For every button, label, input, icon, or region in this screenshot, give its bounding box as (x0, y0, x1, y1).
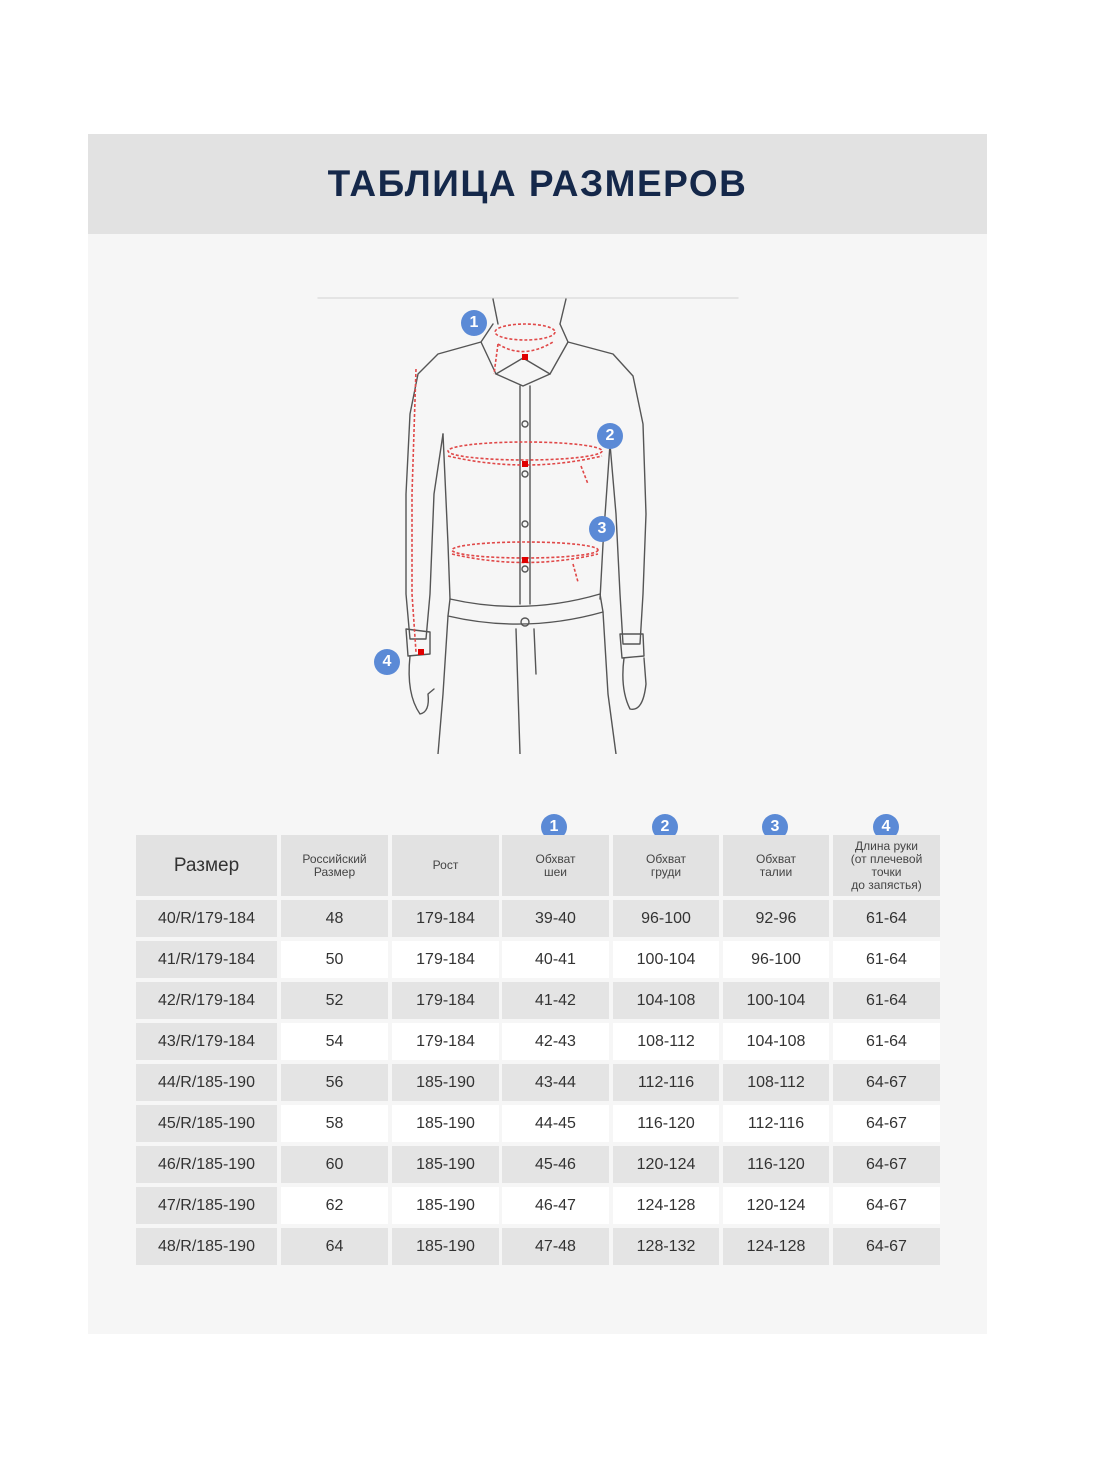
table-row-size-label: 47/R/185-190 (136, 1187, 277, 1224)
table-cell: 179-184 (392, 1023, 499, 1060)
table-cell: 43-44 (502, 1064, 609, 1101)
table-cell: 112-116 (613, 1064, 719, 1101)
table-cell: 185-190 (392, 1064, 499, 1101)
table-cell: 56 (281, 1064, 388, 1101)
table-cell: 116-120 (723, 1146, 829, 1183)
table-row-size-label: 45/R/185-190 (136, 1105, 277, 1142)
shirt-figure (298, 294, 748, 754)
table-cell: 61-64 (833, 1023, 940, 1060)
table-cell: 42-43 (502, 1023, 609, 1060)
table-cell: 112-116 (723, 1105, 829, 1142)
table-row-size-label: 41/R/179-184 (136, 941, 277, 978)
table-cell: 50 (281, 941, 388, 978)
table-row-size-label: 48/R/185-190 (136, 1228, 277, 1265)
size-chart-card (88, 134, 987, 1334)
table-cell: 179-184 (392, 982, 499, 1019)
table-header-cell: Размер (136, 835, 277, 896)
table-cell: 120-124 (723, 1187, 829, 1224)
table-cell: 179-184 (392, 941, 499, 978)
title-bar (88, 134, 987, 234)
table-cell: 64 (281, 1228, 388, 1265)
table-cell: 52 (281, 982, 388, 1019)
marker-neck: 1 (461, 310, 487, 336)
table-header-cell: Российский Размер (281, 835, 388, 896)
table-cell: 61-64 (833, 900, 940, 937)
marker-waist: 3 (589, 516, 615, 542)
table-cell: 124-128 (613, 1187, 719, 1224)
table-cell: 100-104 (613, 941, 719, 978)
table-cell: 64-67 (833, 1187, 940, 1224)
table-header-cell: Длина руки (от плечевой точки до запястья) (833, 835, 940, 896)
table-cell: 48 (281, 900, 388, 937)
table-row-size-label: 43/R/179-184 (136, 1023, 277, 1060)
table-cell: 61-64 (833, 941, 940, 978)
table-cell: 128-132 (613, 1228, 719, 1265)
table-row-size-label: 42/R/179-184 (136, 982, 277, 1019)
table-cell: 60 (281, 1146, 388, 1183)
table-cell: 47-48 (502, 1228, 609, 1265)
table-cell: 185-190 (392, 1146, 499, 1183)
table-header-cell: Обхват талии (723, 835, 829, 896)
col-marker-chest: 2 (652, 814, 678, 840)
table-header-cell: Рост (392, 835, 499, 896)
table-row-size-label: 44/R/185-190 (136, 1064, 277, 1101)
table-cell: 100-104 (723, 982, 829, 1019)
table-cell: 44-45 (502, 1105, 609, 1142)
table-header-cell: Обхват груди (613, 835, 719, 896)
table-cell: 185-190 (392, 1228, 499, 1265)
table-cell: 39-40 (502, 900, 609, 937)
shirt-measurement-illustration-icon (298, 294, 748, 754)
page-title: ТАБЛИЦА РАЗМЕРОВ (327, 163, 748, 204)
table-cell: 116-120 (613, 1105, 719, 1142)
table-cell: 64-67 (833, 1064, 940, 1101)
table-cell: 45-46 (502, 1146, 609, 1183)
table-cell: 46-47 (502, 1187, 609, 1224)
table-cell: 61-64 (833, 982, 940, 1019)
marker-chest: 2 (597, 423, 623, 449)
table-header-cell: Обхват шеи (502, 835, 609, 896)
table-cell: 185-190 (392, 1105, 499, 1142)
table-cell: 124-128 (723, 1228, 829, 1265)
col-marker-arm: 4 (873, 814, 899, 840)
table-cell: 104-108 (613, 982, 719, 1019)
table-cell: 41-42 (502, 982, 609, 1019)
table-cell: 58 (281, 1105, 388, 1142)
table-cell: 104-108 (723, 1023, 829, 1060)
table-cell: 64-67 (833, 1105, 940, 1142)
table-cell: 64-67 (833, 1146, 940, 1183)
table-cell: 96-100 (613, 900, 719, 937)
table-cell: 64-67 (833, 1228, 940, 1265)
table-cell: 108-112 (723, 1064, 829, 1101)
table-cell: 120-124 (613, 1146, 719, 1183)
table-row-size-label: 46/R/185-190 (136, 1146, 277, 1183)
table-cell: 108-112 (613, 1023, 719, 1060)
marker-arm: 4 (374, 649, 400, 675)
table-cell: 92-96 (723, 900, 829, 937)
table-row-size-label: 40/R/179-184 (136, 900, 277, 937)
table-cell: 62 (281, 1187, 388, 1224)
col-marker-neck: 1 (541, 814, 567, 840)
table-cell: 40-41 (502, 941, 609, 978)
table-cell: 185-190 (392, 1187, 499, 1224)
table-cell: 54 (281, 1023, 388, 1060)
table-cell: 179-184 (392, 900, 499, 937)
table-cell: 96-100 (723, 941, 829, 978)
col-marker-waist: 3 (762, 814, 788, 840)
